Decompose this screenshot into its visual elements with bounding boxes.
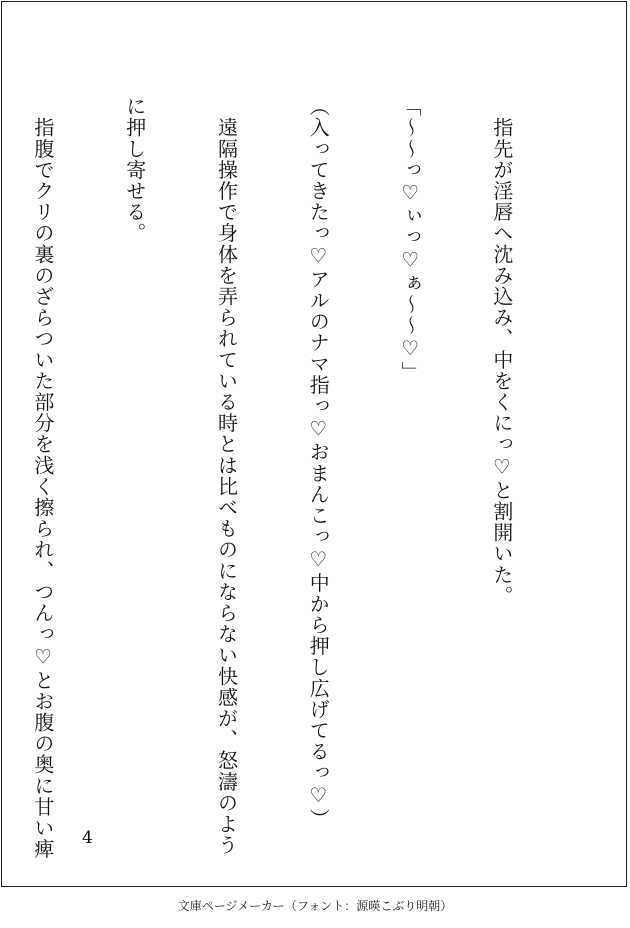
body-text (30, 96, 578, 860)
text-line: 指先が淫唇へ沈み込み、中をくにっ♡と割開いた。 (489, 96, 514, 607)
text-line: 「〜〜っ♡ぃっ♡ぁ〜〜♡」 (398, 96, 423, 383)
footer-credit: 文庫ページメーカー（フォント：源暎こぶり明朝） (177, 899, 453, 913)
text-line: に押し寄せる。 (122, 96, 147, 244)
page-frame (1, 1, 627, 887)
text-line: 指腹でクリの裏のざらついた部分を浅く擦られ、つんっ♡とお腹の奥に甘い痺 (30, 96, 55, 860)
text-line: 遠隔操作で身体を弄られている時とは比べものにならない快感が、怒濤のよう (214, 96, 239, 856)
page-number: 4 (82, 828, 93, 848)
text-line: （入ってきたっ♡アルのナマ指っ♡おまんこっ♡中から押し広げてるっ♡） (306, 96, 331, 830)
